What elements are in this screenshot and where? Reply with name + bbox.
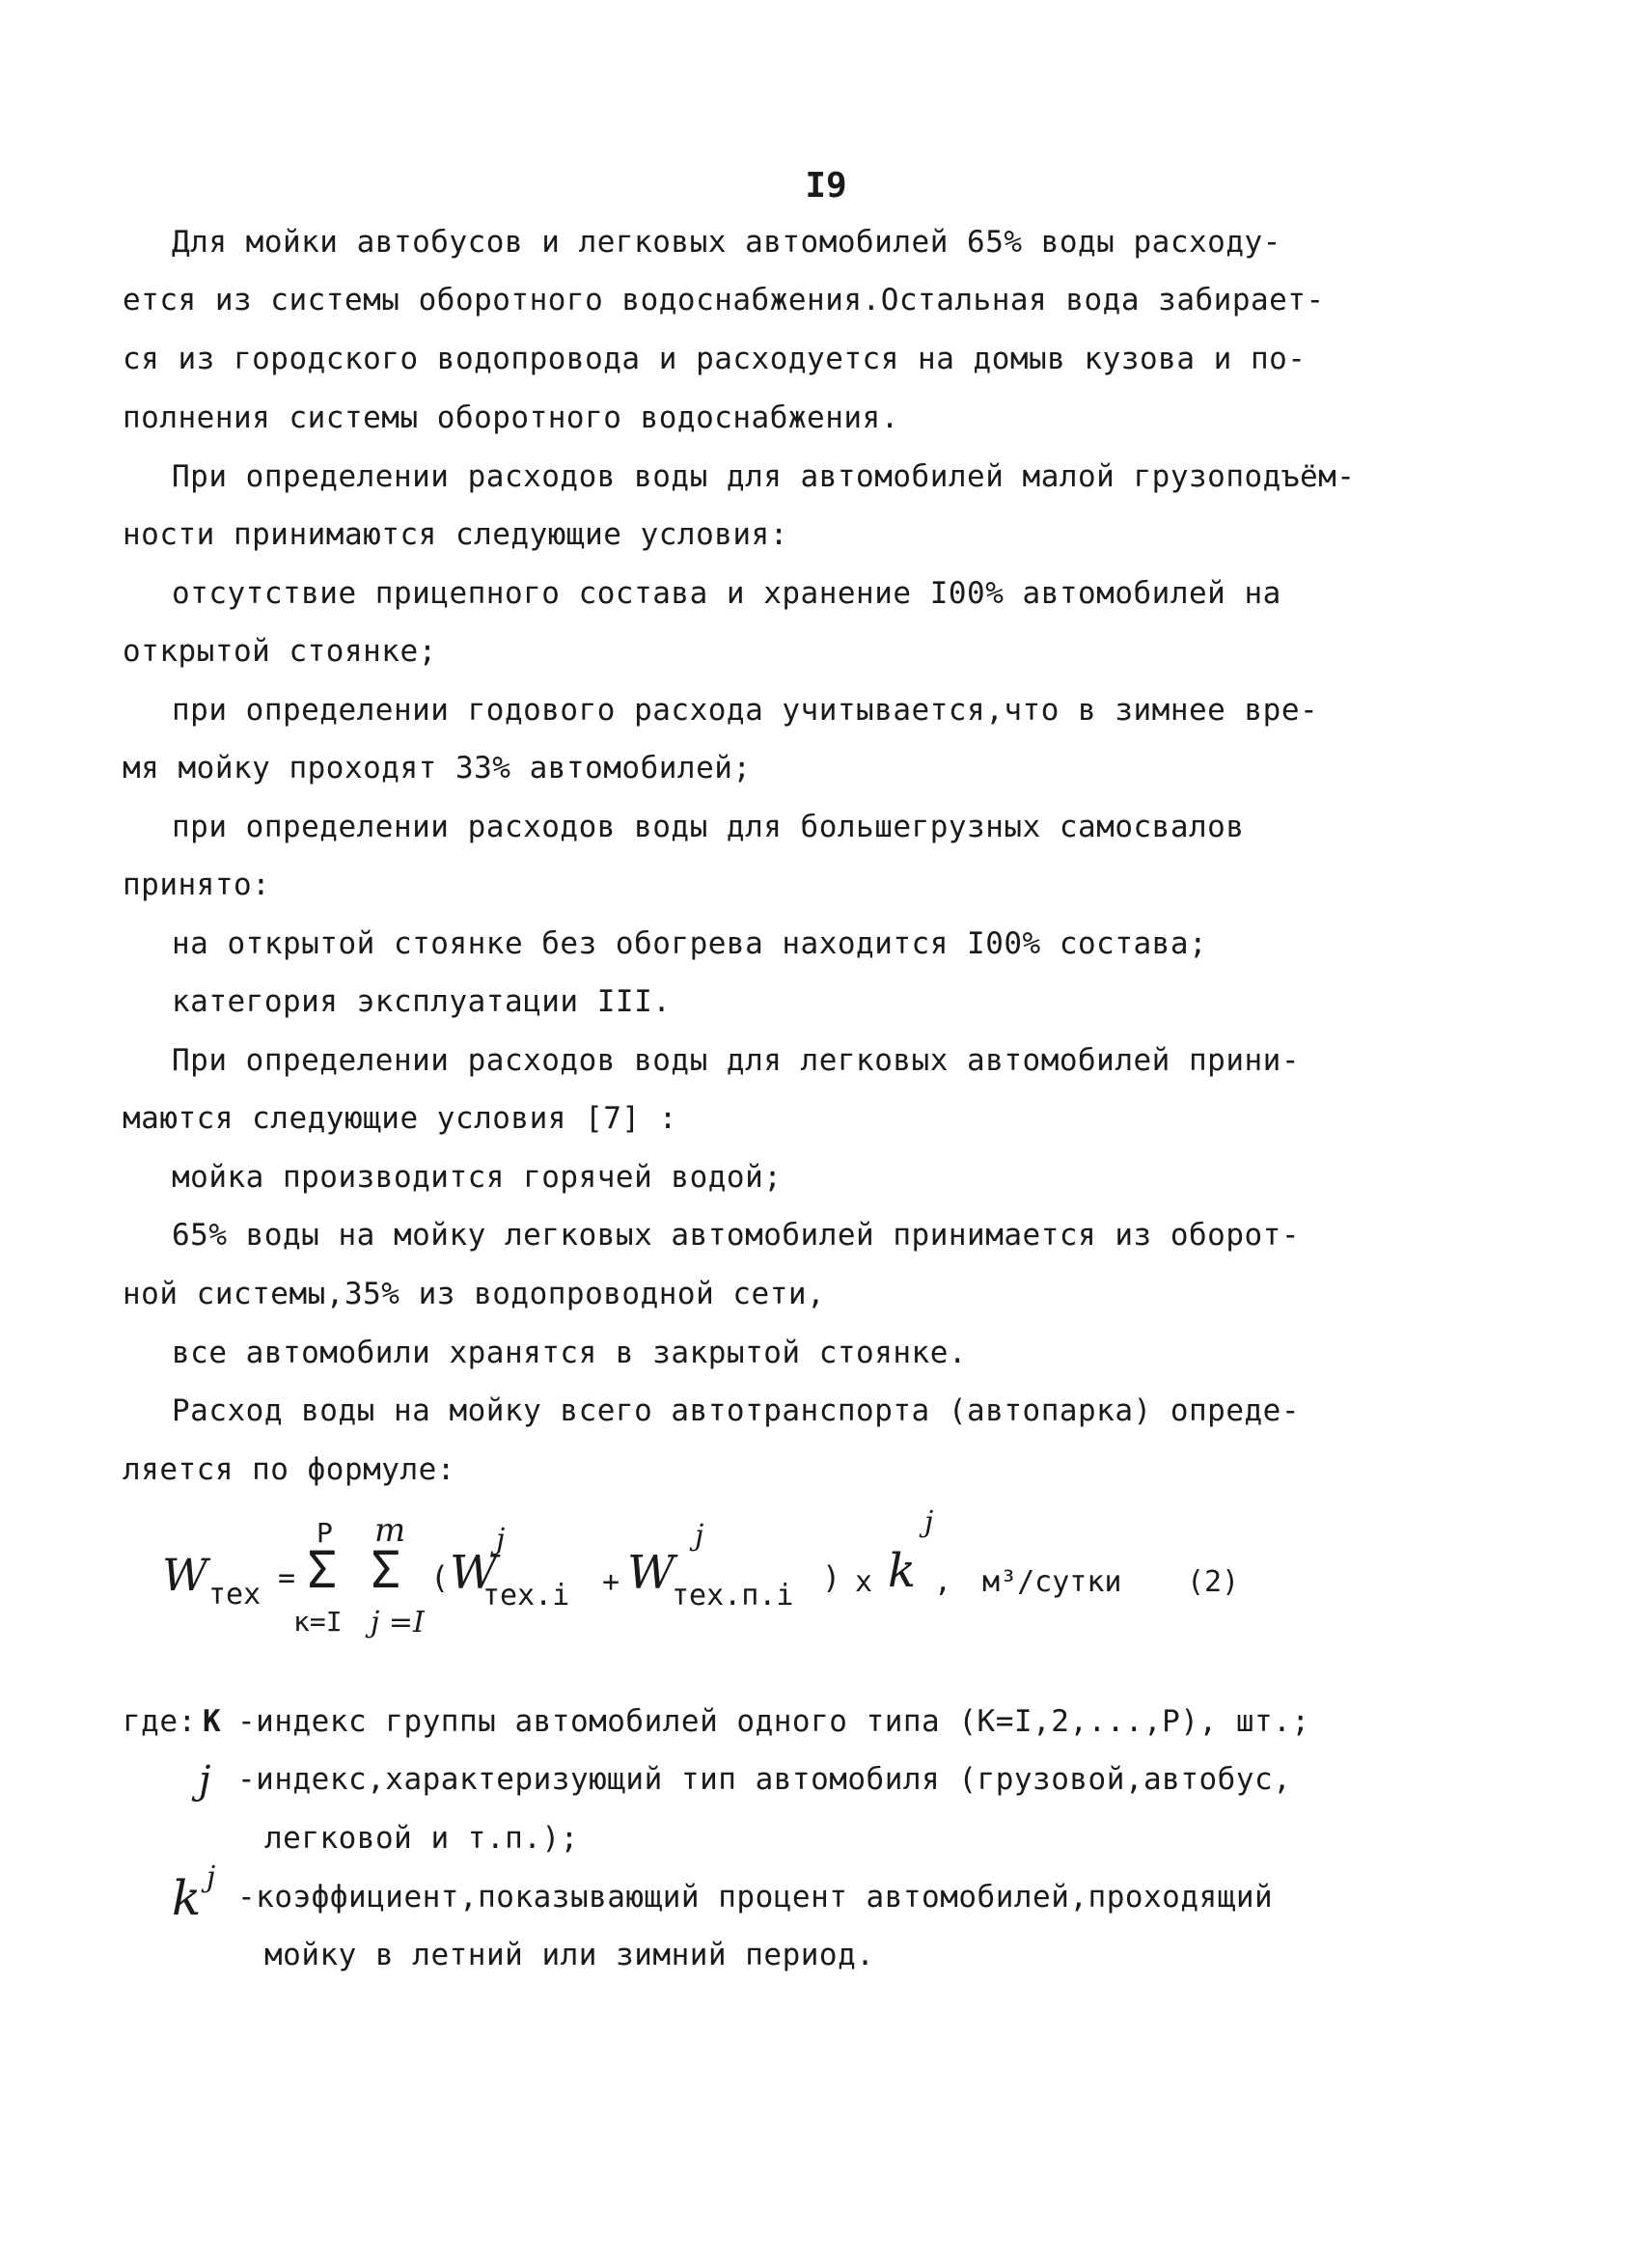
text-line: мойка производится горячей водой; <box>172 1160 783 1195</box>
sum1-lower-limit: к=I <box>293 1606 343 1638</box>
formula-comma: , <box>934 1565 952 1599</box>
definition-symbol: j <box>199 1758 211 1803</box>
definition-text: мойку в летний или зимний период. <box>264 1938 875 1972</box>
text-line: открытой стоянке; <box>123 634 437 669</box>
definition-text: -индекс группы автомобилей одного типа (K=I,2,...,P), шт.; <box>237 1704 1310 1739</box>
definition-text: -коэффициент,показывающий процент автомобилей,проходящий <box>237 1880 1274 1915</box>
text-line: категория эксплуатации III. <box>172 984 672 1019</box>
text-line: при определении расходов воды для большегрузных самосвалов <box>172 810 1245 844</box>
formula-times: x <box>855 1565 873 1599</box>
w2-subscript: тех.п.i <box>672 1579 794 1612</box>
w2-superscript: j <box>695 1519 704 1553</box>
text-line: на открытой стоянке без обогрева находится I00% состава; <box>172 926 1208 961</box>
sum1-sigma: Σ <box>307 1542 338 1600</box>
formula-units: м³/сутки <box>982 1565 1122 1599</box>
sum1-upper-limit: P <box>317 1517 333 1549</box>
where-label: где: <box>123 1704 197 1739</box>
text-line: при определении годового расхода учитывается,что в зимнее вре- <box>172 693 1319 728</box>
text-line: все автомобили хранятся в закрытой стоянке. <box>172 1336 968 1370</box>
k-symbol: k <box>888 1544 917 1598</box>
definition-symbol: k <box>172 1870 202 1926</box>
formula-close-paren: ) <box>822 1559 841 1596</box>
formula-open-paren: ( <box>430 1559 450 1596</box>
w1-symbol: W <box>450 1546 498 1600</box>
text-line: ности принимаются следующие условия: <box>123 517 788 552</box>
text-line: полнения системы оборотного водоснабжения. <box>123 400 899 435</box>
sum2-sigma: Σ <box>371 1542 401 1600</box>
w2-symbol: W <box>627 1546 675 1600</box>
text-line: Расход воды на мойку всего автотранспорта (автопарка) опреде- <box>172 1393 1300 1428</box>
definition-text: легковой и т.п.); <box>264 1821 579 1856</box>
definition-text: -индекс,характеризующий тип автомобиля (грузовой,автобус, <box>237 1762 1292 1797</box>
text-line: ляется по формуле: <box>123 1452 455 1487</box>
text-line: ной системы,35% из водопроводной сети, <box>123 1277 826 1311</box>
sum2-lower-limit: j =I <box>371 1606 425 1640</box>
formula-lhs-subscript: тех <box>208 1578 262 1612</box>
text-line: При определении расходов воды для автомобилей малой грузоподъём- <box>172 459 1356 494</box>
w1-superscript: j <box>496 1523 506 1557</box>
formula-lhs-symbol: W <box>162 1549 208 1601</box>
formula-plus: + <box>602 1565 620 1599</box>
formula-equals: = <box>278 1561 296 1595</box>
definition-symbol: K <box>203 1704 222 1739</box>
text-line: отсутствие прицепного состава и хранение I00% автомобилей на <box>172 576 1281 611</box>
text-line: ется из системы оборотного водоснабжения.Остальная вода забирает- <box>123 283 1325 317</box>
text-line: принято: <box>123 868 271 902</box>
w1-subscript: тех.i <box>482 1579 570 1612</box>
sum2-upper-limit: m <box>374 1511 406 1550</box>
text-line: Для мойки автобусов и легковых автомобилей 65% воды расходу- <box>172 225 1281 260</box>
page-number: I9 <box>805 166 847 206</box>
text-line: маются следующие условия [7] : <box>123 1101 677 1136</box>
text-line: мя мойку проходят 33% автомобилей; <box>123 751 752 785</box>
definition-symbol-superscript: j <box>206 1860 216 1894</box>
text-line: ся из городского водопровода и расходуется на домыв кузова и по- <box>123 342 1307 376</box>
text-line: 65% воды на мойку легковых автомобилей принимается из оборот- <box>172 1218 1300 1253</box>
formula-number: (2) <box>1187 1565 1240 1599</box>
k-superscript: j <box>924 1505 934 1539</box>
text-line: При определении расходов воды для легковых автомобилей прини- <box>172 1043 1300 1078</box>
